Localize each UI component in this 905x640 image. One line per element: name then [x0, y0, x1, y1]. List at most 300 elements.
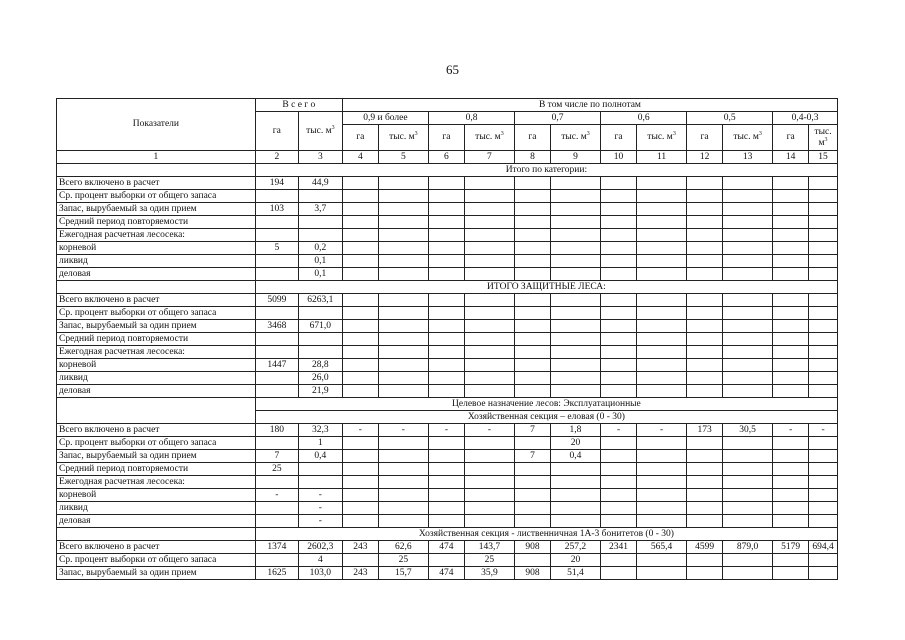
table-cell: [550, 268, 600, 281]
table-cell: [342, 554, 378, 567]
table-cell: [601, 372, 637, 385]
table-cell: [636, 307, 686, 320]
table-cell: -: [428, 424, 464, 437]
table-cell: [428, 450, 464, 463]
table-cell: [809, 177, 838, 190]
table-cell: [515, 502, 551, 515]
table-cell: [601, 502, 637, 515]
table-row: [57, 489, 838, 502]
table-cell: [687, 489, 723, 502]
table-cell: [601, 268, 637, 281]
column-number: 3: [298, 151, 342, 164]
table-cell: [464, 372, 514, 385]
table-cell: [809, 385, 838, 398]
table-cell: [636, 203, 686, 216]
table-row: [57, 255, 838, 268]
table-cell: 694,4: [809, 541, 838, 554]
row-label: ликвид: [57, 255, 256, 268]
table-cell: [723, 567, 773, 580]
table-cell: [601, 190, 637, 203]
ha-header: га: [601, 125, 637, 151]
table-cell: [428, 203, 464, 216]
table-row: [57, 268, 838, 281]
table-cell: [464, 294, 514, 307]
table-cell: [723, 294, 773, 307]
table-cell: [723, 476, 773, 489]
table-cell: [636, 346, 686, 359]
table-cell: [378, 346, 428, 359]
table-cell: [378, 515, 428, 528]
table-cell: [550, 203, 600, 216]
table-cell: [687, 177, 723, 190]
table-cell: [636, 450, 686, 463]
table-cell: [809, 229, 838, 242]
table-cell: [464, 320, 514, 333]
table-cell: [428, 229, 464, 242]
table-cell: [428, 242, 464, 255]
table-cell: [550, 515, 600, 528]
table-cell: 1625: [255, 567, 298, 580]
table-cell: 30,5: [723, 424, 773, 437]
ha-header: га: [773, 125, 809, 151]
table-cell: [809, 359, 838, 372]
table-cell: [342, 190, 378, 203]
table-cell: [809, 476, 838, 489]
table-cell: [342, 229, 378, 242]
table-cell: [687, 359, 723, 372]
table-cell: [601, 450, 637, 463]
table-cell: [809, 190, 838, 203]
table-cell: [687, 268, 723, 281]
table-cell: [342, 294, 378, 307]
table-cell: [687, 320, 723, 333]
table-cell: [464, 489, 514, 502]
table-cell: [464, 268, 514, 281]
table-cell: -: [601, 424, 637, 437]
table-cell: [687, 346, 723, 359]
table-cell: [298, 346, 342, 359]
section-title-spacer: [57, 398, 256, 411]
row-label: корневой: [57, 489, 256, 502]
table-cell: [255, 255, 298, 268]
table-cell: [428, 515, 464, 528]
table-cell: [342, 476, 378, 489]
table-cell: [601, 242, 637, 255]
table-row: [57, 229, 838, 242]
table-cell: [464, 463, 514, 476]
table-cell: [601, 177, 637, 190]
table-cell: [809, 294, 838, 307]
table-cell: [809, 320, 838, 333]
table-cell: [687, 294, 723, 307]
table-cell: [687, 476, 723, 489]
table-cell: 25: [464, 554, 514, 567]
table-cell: [464, 385, 514, 398]
table-cell: [298, 216, 342, 229]
table-cell: [428, 333, 464, 346]
table-cell: 62,6: [378, 541, 428, 554]
table-cell: 44,9: [298, 177, 342, 190]
table-row: [57, 216, 838, 229]
table-cell: [687, 385, 723, 398]
table-cell: 25: [255, 463, 298, 476]
table-row: [57, 333, 838, 346]
table-cell: [255, 437, 298, 450]
row-label: Всего включено в расчет: [57, 424, 256, 437]
ha-header: га: [687, 125, 723, 151]
table-cell: [550, 476, 600, 489]
table-cell: -: [342, 424, 378, 437]
table-cell: [687, 333, 723, 346]
section-title: Итого по категории:: [255, 164, 837, 177]
table-cell: 879,0: [723, 541, 773, 554]
table-cell: [464, 229, 514, 242]
table-cell: [428, 437, 464, 450]
table-cell: [428, 476, 464, 489]
row-label: Средний период повторяемости: [57, 216, 256, 229]
table-cell: [773, 346, 809, 359]
table-cell: 908: [515, 541, 551, 554]
table-cell: [550, 294, 600, 307]
table-cell: [378, 359, 428, 372]
total-volume-header: тыс. $м^3$: [298, 112, 342, 151]
table-cell: [342, 489, 378, 502]
table-row: [57, 359, 838, 372]
table-cell: [773, 255, 809, 268]
table-cell: [342, 216, 378, 229]
row-label: деловая: [57, 515, 256, 528]
table-cell: [550, 489, 600, 502]
table-cell: [428, 190, 464, 203]
table-row: [57, 177, 838, 190]
table-cell: 25: [378, 554, 428, 567]
table-cell: [723, 307, 773, 320]
table-cell: [773, 307, 809, 320]
table-cell: [515, 294, 551, 307]
table-cell: [687, 437, 723, 450]
table-row: [57, 567, 838, 580]
table-cell: [464, 333, 514, 346]
ha-header: га: [342, 125, 378, 151]
table-cell: [464, 242, 514, 255]
table-cell: [809, 372, 838, 385]
column-number: 10: [601, 151, 637, 164]
table-cell: [464, 450, 514, 463]
table-row: [57, 450, 838, 463]
row-label: Средний период повторяемости: [57, 463, 256, 476]
table-cell: [723, 372, 773, 385]
table-cell: [723, 177, 773, 190]
row-label: деловая: [57, 385, 256, 398]
table-cell: 4599: [687, 541, 723, 554]
total-ha-header: га: [255, 112, 298, 151]
table-cell: [464, 502, 514, 515]
table-row: [57, 515, 838, 528]
table-cell: [550, 346, 600, 359]
allowable-cut-table: [56, 98, 838, 580]
table-cell: [636, 190, 686, 203]
table-cell: 0,1: [298, 268, 342, 281]
table-body: [57, 164, 838, 580]
table-cell: [601, 554, 637, 567]
table-row: [57, 463, 838, 476]
table-cell: 143,7: [464, 541, 514, 554]
table-cell: [636, 255, 686, 268]
table-cell: [601, 463, 637, 476]
table-cell: [255, 476, 298, 489]
table-cell: [809, 463, 838, 476]
table-cell: [773, 320, 809, 333]
table-cell: [809, 437, 838, 450]
section-title-spacer: [57, 281, 256, 294]
table-cell: [687, 255, 723, 268]
row-label: Запас, вырубаемый за один прием: [57, 203, 256, 216]
table-cell: [515, 190, 551, 203]
table-cell: [342, 437, 378, 450]
table-cell: [687, 203, 723, 216]
table-cell: [550, 177, 600, 190]
table-cell: [773, 203, 809, 216]
table-cell: [636, 476, 686, 489]
table-cell: 35,9: [464, 567, 514, 580]
table-cell: [550, 255, 600, 268]
table-cell: [773, 437, 809, 450]
column-number: 15: [809, 151, 838, 164]
table-cell: [773, 567, 809, 580]
column-number: 5: [378, 151, 428, 164]
table-cell: [378, 242, 428, 255]
row-label: Средний период повторяемости: [57, 333, 256, 346]
table-cell: 2341: [601, 541, 637, 554]
table-cell: -: [773, 424, 809, 437]
table-cell: -: [378, 424, 428, 437]
column-number: 1: [57, 151, 256, 164]
table-cell: [378, 190, 428, 203]
table-cell: [687, 372, 723, 385]
table-cell: [255, 385, 298, 398]
table-cell: [723, 554, 773, 567]
table-cell: [687, 567, 723, 580]
table-cell: [378, 385, 428, 398]
table-cell: [464, 515, 514, 528]
table-cell: [255, 333, 298, 346]
column-number-row: [57, 151, 838, 164]
table-cell: 194: [255, 177, 298, 190]
table-cell: [515, 216, 551, 229]
table-cell: [550, 320, 600, 333]
row-label: Ср. процент выборки от общего запаса: [57, 190, 256, 203]
table-cell: [255, 515, 298, 528]
table-cell: [464, 190, 514, 203]
table-cell: 474: [428, 567, 464, 580]
table-cell: [550, 372, 600, 385]
table-cell: [636, 229, 686, 242]
table-cell: [773, 489, 809, 502]
table-cell: -: [298, 489, 342, 502]
table-cell: [723, 450, 773, 463]
including-by-density-header: В том числе по полнотам: [342, 99, 837, 112]
row-label: корневой: [57, 359, 256, 372]
table-cell: [723, 437, 773, 450]
section-title-spacer: [57, 411, 256, 424]
section-title: Хозяйственная секция - лиственничная 1А-3 бонитетов (0 - 30): [255, 528, 837, 541]
table-row: [57, 372, 838, 385]
table-cell: [428, 268, 464, 281]
table-cell: 1447: [255, 359, 298, 372]
table-cell: [636, 515, 686, 528]
table-cell: [428, 255, 464, 268]
table-cell: [809, 567, 838, 580]
table-cell: [464, 476, 514, 489]
table-cell: [773, 216, 809, 229]
row-label: Всего включено в расчет: [57, 294, 256, 307]
table-cell: 2602,3: [298, 541, 342, 554]
table-cell: [378, 333, 428, 346]
table-cell: [636, 554, 686, 567]
table-cell: [342, 502, 378, 515]
volume-header: тыс. $м^3$: [809, 125, 838, 151]
table-cell: 32,3: [298, 424, 342, 437]
table-cell: [342, 333, 378, 346]
table-cell: [550, 359, 600, 372]
table-cell: [464, 216, 514, 229]
table-cell: [428, 177, 464, 190]
column-number: 14: [773, 151, 809, 164]
table-cell: [809, 333, 838, 346]
table-cell: [378, 476, 428, 489]
row-label: Ср. процент выборки от общего запаса: [57, 554, 256, 567]
table-cell: [378, 203, 428, 216]
table-cell: [723, 320, 773, 333]
table-cell: [809, 268, 838, 281]
table-cell: [723, 489, 773, 502]
table-cell: [687, 307, 723, 320]
column-number: 6: [428, 151, 464, 164]
row-label: ликвид: [57, 372, 256, 385]
table-cell: [723, 216, 773, 229]
table-cell: [636, 177, 686, 190]
table-cell: [636, 294, 686, 307]
row-label: корневой: [57, 242, 256, 255]
volume-header: тыс. $м^3$: [464, 125, 514, 151]
table-cell: [255, 268, 298, 281]
table-cell: 474: [428, 541, 464, 554]
table-cell: [723, 346, 773, 359]
table-row: [57, 424, 838, 437]
table-cell: [378, 216, 428, 229]
table-cell: [601, 216, 637, 229]
section-title: ИТОГО ЗАЩИТНЫЕ ЛЕСА:: [255, 281, 837, 294]
table-cell: [428, 294, 464, 307]
table-cell: [515, 242, 551, 255]
table-cell: 20: [550, 437, 600, 450]
table-cell: [601, 333, 637, 346]
table-cell: [378, 463, 428, 476]
row-label: Запас, вырубаемый за один прием: [57, 450, 256, 463]
total-header: В с е г о: [255, 99, 342, 112]
table-cell: [687, 515, 723, 528]
row-label: Ежегодная расчетная лесосека:: [57, 229, 256, 242]
table-cell: [550, 385, 600, 398]
table-cell: [636, 372, 686, 385]
table-cell: [342, 372, 378, 385]
table-cell: [255, 502, 298, 515]
table-cell: [342, 346, 378, 359]
column-number: 12: [687, 151, 723, 164]
table-row: [57, 554, 838, 567]
table-cell: -: [255, 489, 298, 502]
table-cell: [378, 229, 428, 242]
table-cell: [342, 385, 378, 398]
table-cell: [601, 346, 637, 359]
table-cell: [515, 203, 551, 216]
row-label: ликвид: [57, 502, 256, 515]
table-cell: [636, 216, 686, 229]
table-row: [57, 437, 838, 450]
column-number: 9: [550, 151, 600, 164]
table-cell: [636, 242, 686, 255]
table-cell: [773, 372, 809, 385]
table-cell: 7: [255, 450, 298, 463]
table-cell: [550, 242, 600, 255]
table-cell: [464, 359, 514, 372]
table-cell: [773, 463, 809, 476]
volume-header: тыс. $м^3$: [378, 125, 428, 151]
table-cell: 20: [550, 554, 600, 567]
table-cell: [773, 450, 809, 463]
table-cell: [636, 359, 686, 372]
table-cell: -: [809, 424, 838, 437]
table-cell: [342, 359, 378, 372]
table-cell: [428, 320, 464, 333]
table-cell: [550, 216, 600, 229]
table-cell: [378, 320, 428, 333]
density-header: 0,5: [687, 112, 773, 125]
table-cell: [773, 476, 809, 489]
section-title-row: [57, 411, 838, 424]
table-cell: 5179: [773, 541, 809, 554]
table-cell: 3468: [255, 320, 298, 333]
table-cell: [298, 476, 342, 489]
table-cell: [342, 177, 378, 190]
table-cell: [687, 502, 723, 515]
ha-header: га: [515, 125, 551, 151]
table-cell: [809, 242, 838, 255]
table-cell: [428, 502, 464, 515]
table-cell: [342, 203, 378, 216]
table-cell: [342, 450, 378, 463]
table-cell: [773, 268, 809, 281]
table-cell: [773, 515, 809, 528]
column-number: 8: [515, 151, 551, 164]
table-cell: [255, 216, 298, 229]
table-cell: [515, 515, 551, 528]
table-cell: 21,9: [298, 385, 342, 398]
table-cell: [636, 333, 686, 346]
table-cell: [636, 268, 686, 281]
table-cell: 1: [298, 437, 342, 450]
table-cell: 6263,1: [298, 294, 342, 307]
table-cell: [255, 346, 298, 359]
table-cell: [378, 177, 428, 190]
table-row: [57, 294, 838, 307]
table-cell: 565,4: [636, 541, 686, 554]
density-header: 0,7: [515, 112, 601, 125]
table-cell: [809, 489, 838, 502]
table-cell: [378, 437, 428, 450]
table-row: [57, 190, 838, 203]
section-title-row: [57, 398, 838, 411]
